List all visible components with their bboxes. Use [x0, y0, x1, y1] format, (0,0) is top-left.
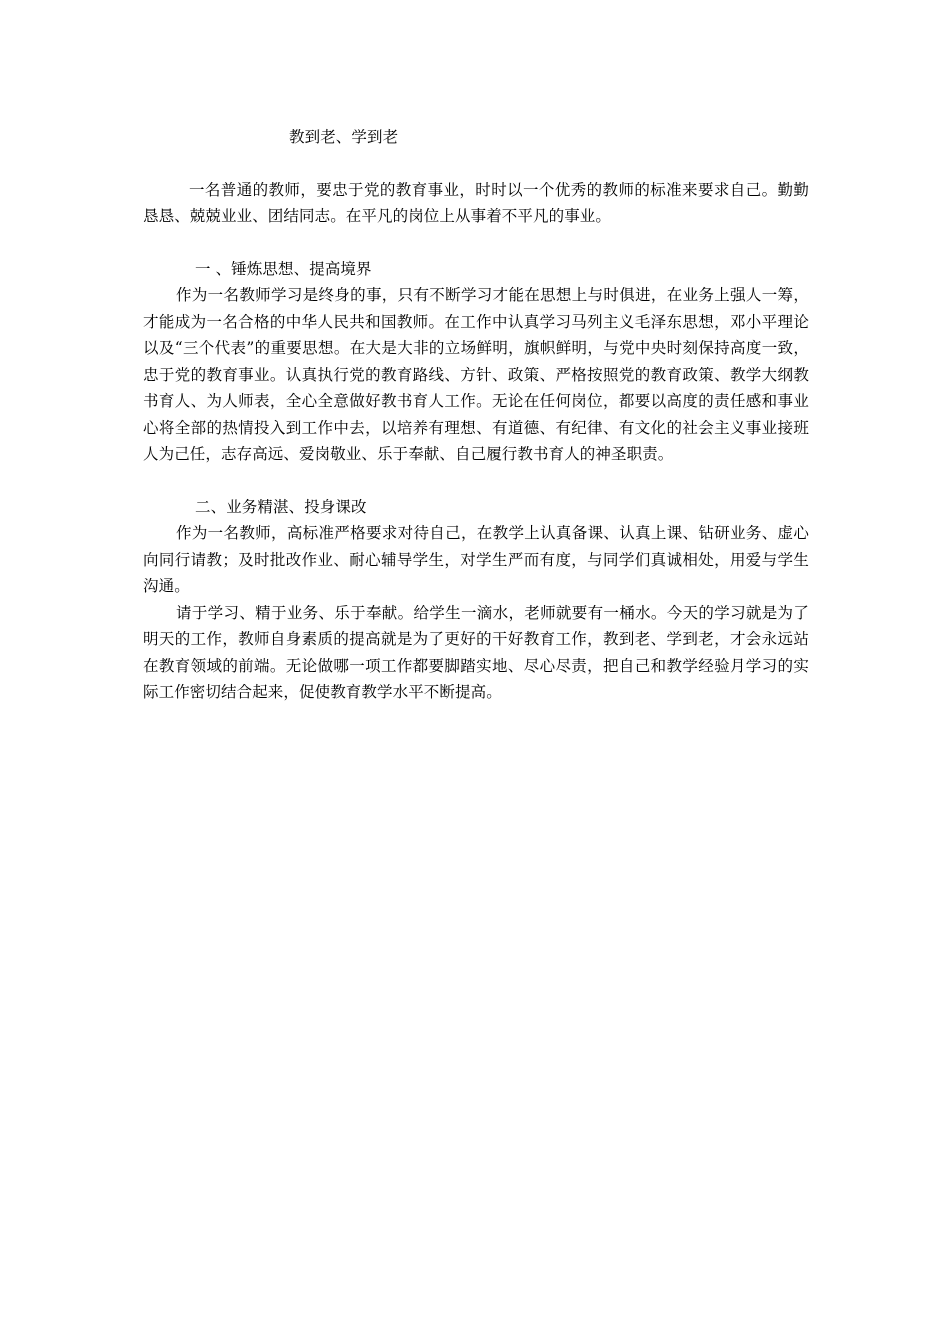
- section-1-paragraph: 作为一名教师学习是终身的事，只有不断学习才能在思想上与时俱进，在业务上强人一筹，才能成为一名合格的中华人民共和国教师。在工作中认真学习马列主义毛泽东思想，邓小平理论以及“三个代表”的重要思想。在大是大非的立场鲜明，旗帜鲜明，与党中央时刻保持高度一致，忠于党的教育事业。认真执行党的教育路线、方针、政策、严格按照党的教育政策、教学大纲教书育人、为人师表，全心全意做好教书育人工作。无论在任何岗位，都要以高度的责任感和事业心将全部的热情投入到工作中去，以培养有理想、有道德、有纪律、有文化的社会主义事业接班人为己任，志存高远、爱岗敬业、乐于奉献、自己履行教书育人的神圣职责。: [143, 286, 809, 463]
- section-1-heading: 一 、锤炼思想、提高境界: [195, 259, 372, 278]
- intro-paragraph: 一名普通的教师，要忠于党的教育事业，时时以一个优秀的教师的标准来要求自己。勤勤恳恳、兢兢业业、团结同志。在平凡的岗位上从事着不平凡的事业。: [143, 180, 809, 225]
- section-2-paragraph-2: 请于学习、精于业务、乐于奉献。给学生一滴水，老师就要有一桶水。今天的学习就是为了明天的工作，教师自身素质的提高就是为了更好的干好教育工作，教到老、学到老，才会永远站在教育领域的前端。无论做哪一项工作都要脚踏实地、尽心尽责，把自己和教学经验月学习的实际工作密切结合起来，促使教育教学水平不断提高。: [143, 603, 809, 701]
- spacer: [143, 230, 809, 256]
- spacer: [143, 468, 809, 494]
- section-2-heading: 二、业务精湛、投身课改: [195, 497, 367, 516]
- document-body: [143, 124, 809, 706]
- section-2-paragraph-1: 作为一名教师，高标准严格要求对待自己，在教学上认真备课、认真上课、钻研业务、虚心向同行请教；及时批改作业、耐心辅导学生，对学生严而有度，与同学们真诚相处，用爱与学生沟通。: [143, 524, 809, 595]
- document-title: 教到老、学到老: [289, 128, 399, 146]
